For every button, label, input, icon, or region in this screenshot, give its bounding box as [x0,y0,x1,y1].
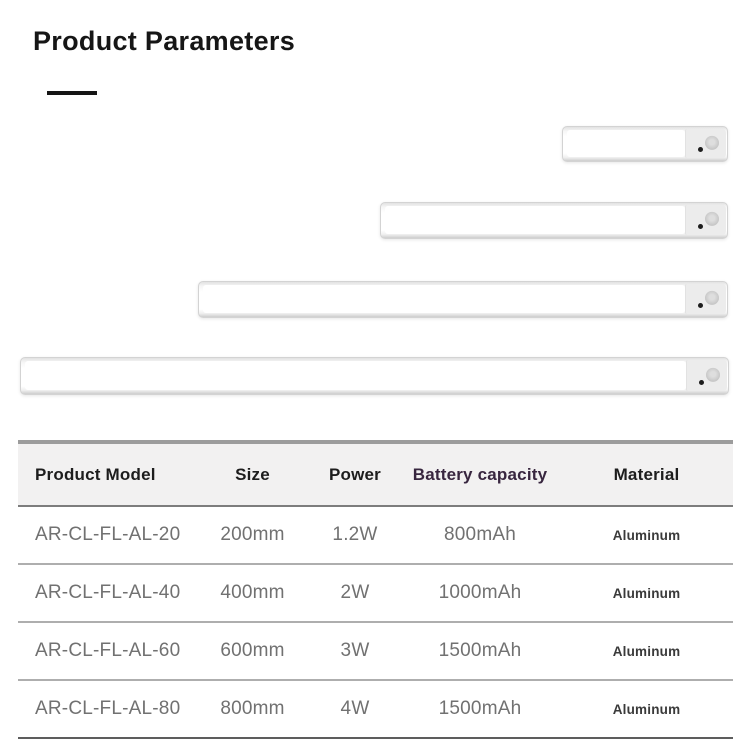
motion-sensor-icon [705,135,719,149]
cell-material: Aluminum [612,643,681,659]
indicator-dot [699,380,704,385]
page-title: Product Parameters [33,26,296,56]
table-row [18,681,733,739]
table-row [18,623,733,681]
header-battery-capacity: Battery capacity [412,464,548,484]
cell-size: 600mm [220,640,285,661]
cell-model: AR-CL-FL-AL-20 [35,524,181,545]
table-row [18,507,733,565]
indicator-dot [698,147,703,152]
cell-material: Aluminum [612,585,681,601]
indicator-dot [698,224,703,229]
cell-size: 400mm [220,582,285,603]
cell-size: 800mm [220,698,285,719]
cell-material: Aluminum [612,701,681,717]
cell-power: 1.2W [332,524,378,545]
cell-material: Aluminum [612,527,681,543]
light-bar-200mm [562,126,728,162]
cell-size: 200mm [220,524,285,545]
header-material: Material [613,464,680,484]
light-bar-400mm [380,202,728,239]
cell-power: 2W [340,582,370,603]
cell-battery: 1000mAh [438,582,522,603]
light-bar-end-cap [685,129,726,158]
light-diffuser-panel [25,361,686,390]
indicator-dot [698,303,703,308]
light-diffuser-panel [203,285,685,313]
title-underline [47,91,97,95]
light-bar-800mm [20,357,729,395]
table-row [18,565,733,623]
light-diffuser-panel [385,206,685,234]
light-diffuser-panel [567,130,685,157]
motion-sensor-icon [706,367,720,381]
cell-battery: 800mAh [444,524,516,545]
motion-sensor-icon [705,291,719,305]
cell-battery: 1500mAh [438,698,522,719]
cell-battery: 1500mAh [438,640,522,661]
header-size: Size [235,464,270,484]
cell-model: AR-CL-FL-AL-40 [35,582,181,603]
cell-power: 3W [340,640,370,661]
light-bar-end-cap [685,205,726,235]
spec-table [18,440,733,739]
motion-sensor-icon [705,212,719,226]
light-bar-end-cap [685,284,726,314]
light-bar-end-cap [686,360,727,391]
cell-model: AR-CL-FL-AL-60 [35,640,181,661]
header-power: Power [328,464,382,484]
light-bar-600mm [198,281,728,318]
header-product-model: Product Model [35,464,156,484]
cell-model: AR-CL-FL-AL-80 [35,698,181,719]
table-header-row [18,444,733,507]
cell-power: 4W [340,698,370,719]
